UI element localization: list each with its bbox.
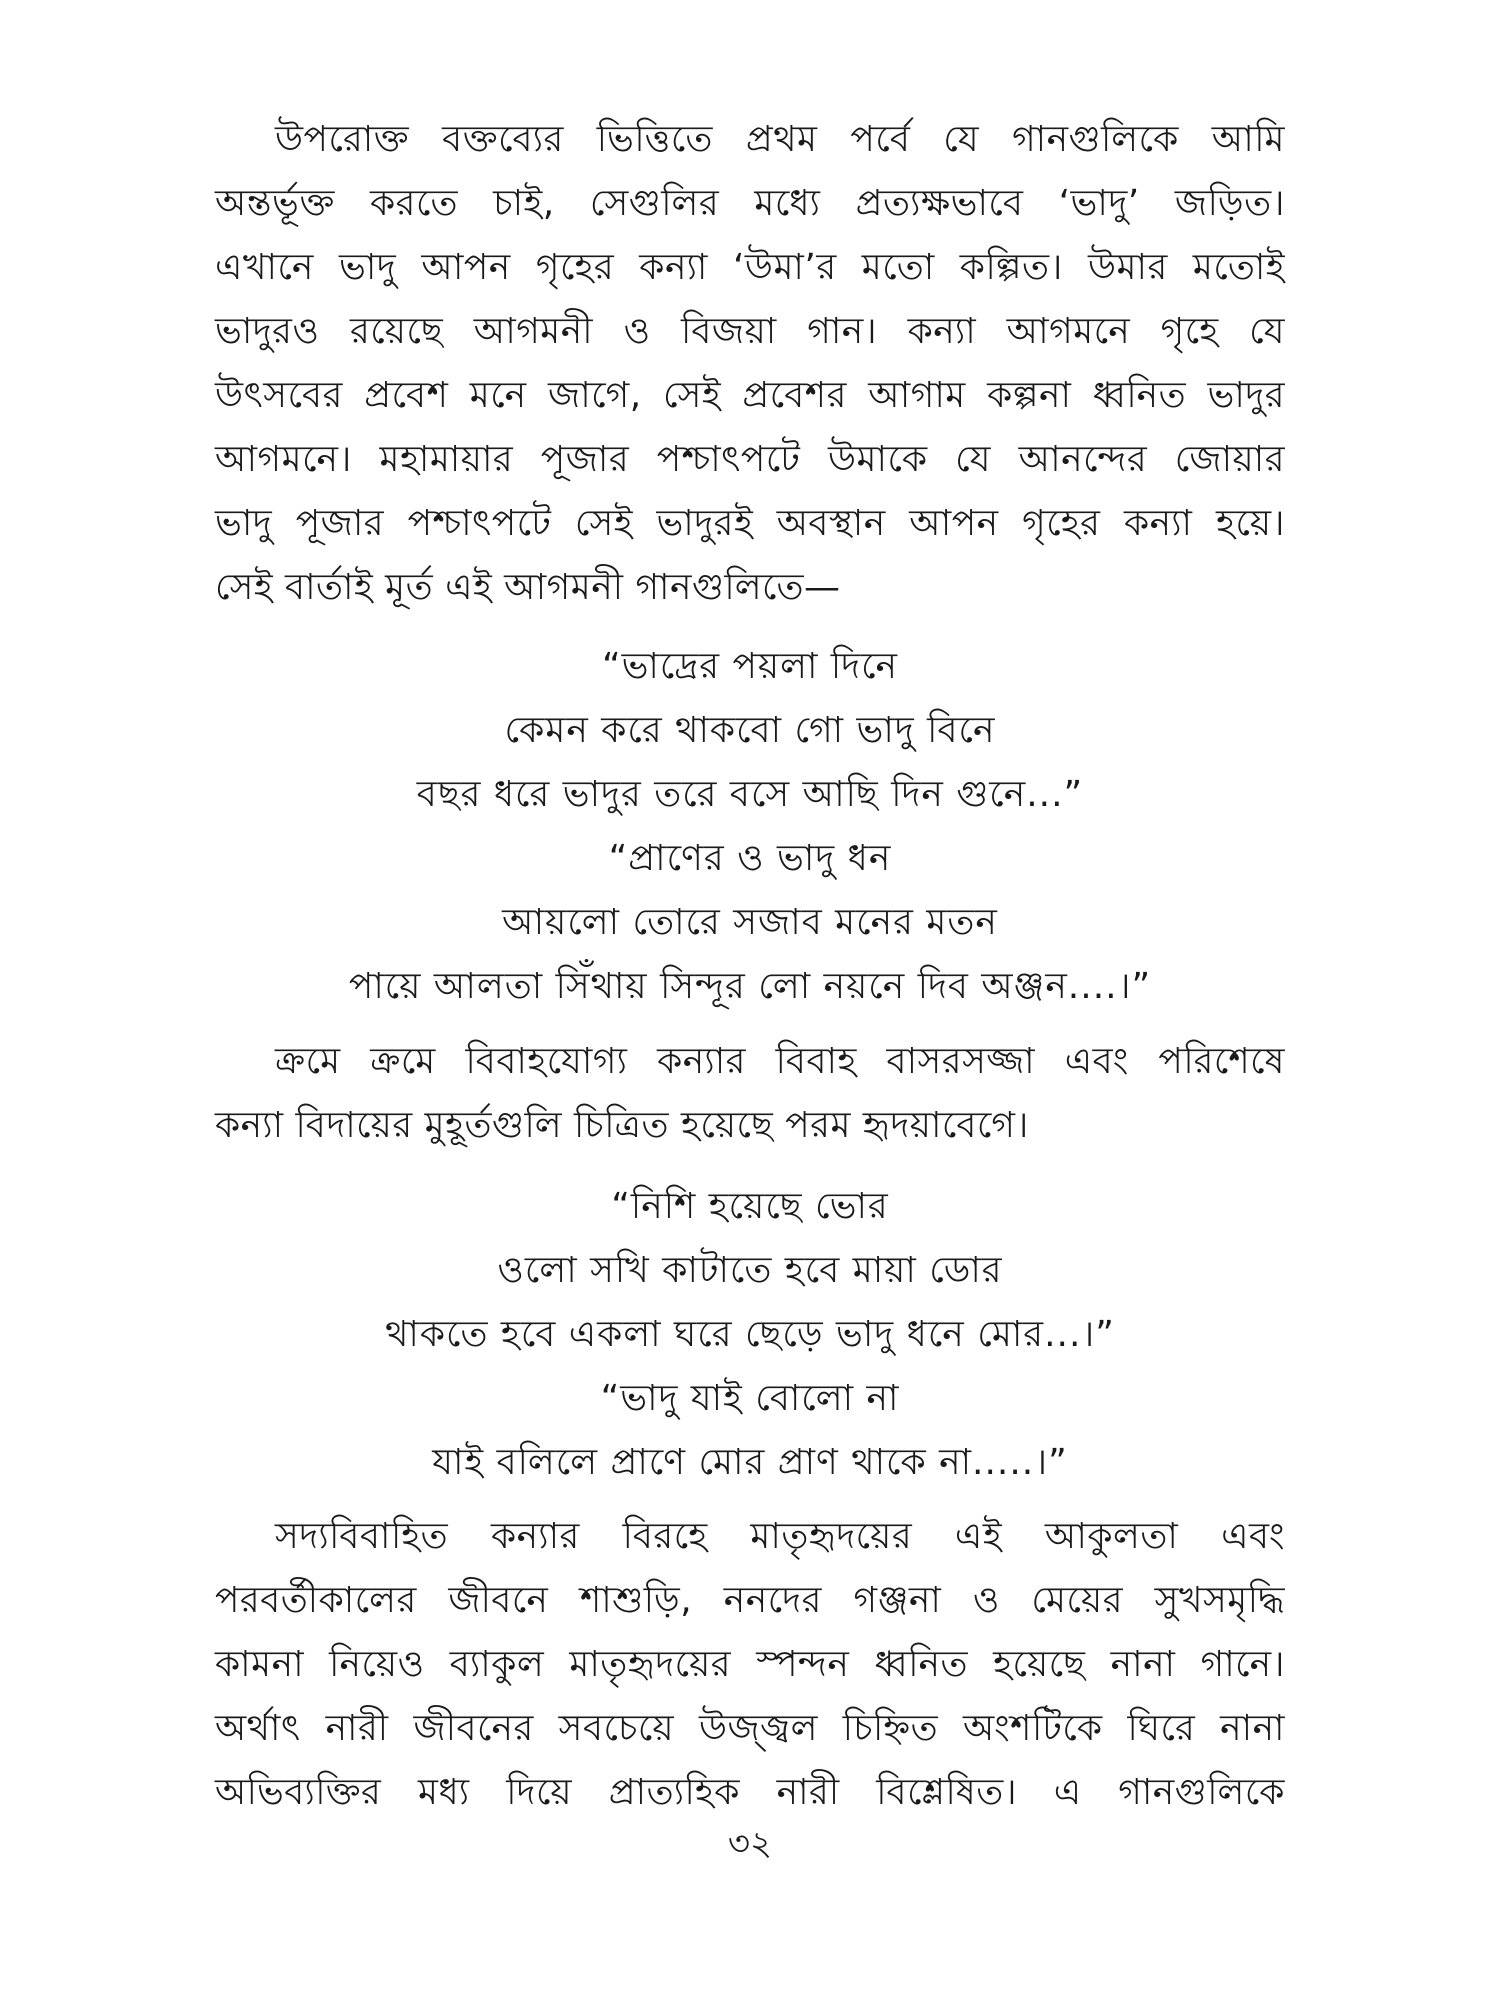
verse-line: আয়লো তোরে সজাব মনের মতন (502, 902, 998, 943)
paragraph-line: কন্যা বিদায়ের মুহূর্তগুলি চিত্রিত হয়েছে পরম হৃদয়াবেগে। (215, 1105, 1029, 1146)
paragraph-line: ভাদুরও রয়েছে আগমনী ও বিজয়া গান। কন্যা আগমনে গৃহে যে (215, 311, 1285, 352)
paragraph-line: ক্রমে ক্রমে বিবাহযোগ্য কন্যার বিবাহ বাসরসজ্জা এবং পরিশেষে (275, 1041, 1285, 1082)
verse-line: বছর ধরে ভাদুর তরে বসে আছি দিন গুনে...” (416, 774, 1084, 815)
paragraph-line: উপরোক্ত বক্তব্যের ভিত্তিতে প্রথম পর্বে যে গানগুলিকে আমি (275, 119, 1285, 160)
verse-2 (215, 1175, 1285, 1495)
verse-line: পায়ে আলতা সিঁথায় সিন্দূর লো নয়নে দিব অঞ্জন....।” (348, 966, 1152, 1007)
paragraph-line: অন্তর্ভূক্ত করতে চাই, সেগুলির মধ্যে প্রত্যক্ষভাবে ‘ভাদু’ জড়িত। (215, 183, 1285, 224)
paragraph-line: অর্থাৎ নারী জীবনের সবচেয়ে উজ্জ্বল চিহ্নিত অংশটিকে ঘিরে নানা (215, 1708, 1285, 1749)
verse-line: “ভাদ্রের পয়লা দিনে (601, 646, 899, 687)
paragraph-line: উৎসবের প্রবেশ মনে জাগে, সেই প্রবেশর আগাম কল্পনা ধ্বনিত ভাদুর (215, 375, 1285, 416)
verse-line: “ভাদু যাই বোলো না (600, 1378, 900, 1419)
paragraph-line: কামনা নিয়েও ব্যাকুল মাতৃহৃদয়ের স্পন্দন ধ্বনিত হয়েছে নানা গানে। (215, 1644, 1285, 1685)
paragraph-1 (215, 108, 1285, 620)
verse-line: থাকতে হবে একলা ঘরে ছেড়ে ভাদু ধনে মোর...।” (385, 1314, 1115, 1355)
verse-line: “নিশি হয়েছে ভোর (611, 1186, 889, 1227)
paragraph-line: সেই বার্তাই মূর্ত এই আগমনী গানগুলিতে— (215, 567, 841, 608)
verse-line: কেমন করে থাকবো গো ভাদু বিনে (504, 710, 996, 751)
verse-line: যাই বলিলে প্রাণে মোর প্রাণ থাকে না.....।” (432, 1442, 1068, 1483)
paragraph-line: সদ্যবিবাহিত কন্যার বিরহে মাতৃহৃদয়ের এই আকুলতা এবং (275, 1516, 1285, 1557)
verse-line: “প্রাণের ও ভাদু ধন (608, 838, 892, 879)
paragraph-3 (215, 1505, 1285, 1825)
paragraph-line: আগমনে। মহামায়ার পূজার পশ্চাৎপটে উমাকে যে আনন্দের জোয়ার (215, 439, 1285, 480)
paragraph-line: পরবর্তীকালের জীবনে শাশুড়ি, ননদের গঞ্জনা ও মেয়ের সুখসমৃদ্ধি (215, 1580, 1285, 1621)
paragraph-line: অভিব্যক্তির মধ্য দিয়ে প্রাত্যহিক নারী বিশ্লেষিত। এ গানগুলিকে (215, 1772, 1285, 1813)
verse-line: ওলো সখি কাটাতে হবে মায়া ডোর (497, 1250, 1003, 1291)
paragraph-line: ভাদু পূজার পশ্চাৎপটে সেই ভাদুরই অবস্থান আপন গৃহের কন্যা হয়ে। (215, 503, 1285, 544)
verse-1 (215, 635, 1285, 1019)
paragraph-2 (215, 1030, 1285, 1158)
page-number: ৩২ (727, 1824, 773, 1864)
paragraph-line: এখানে ভাদু আপন গৃহের কন্যা ‘উমা’র মতো কল্পিত। উমার মতোই (215, 247, 1285, 288)
